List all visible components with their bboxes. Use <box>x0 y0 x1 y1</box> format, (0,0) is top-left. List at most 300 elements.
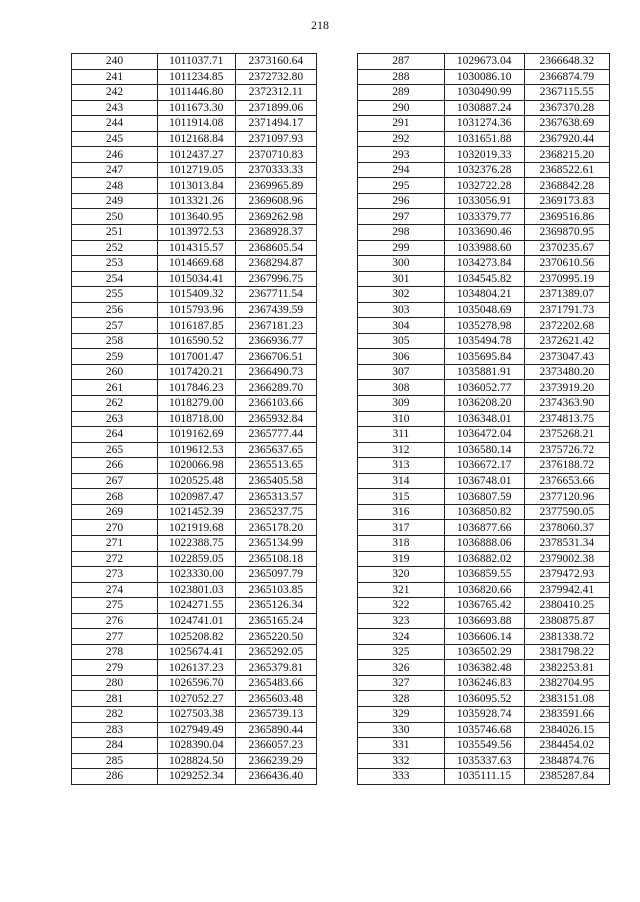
y-coordinate-cell: 2365126.34 <box>235 598 316 614</box>
table-row <box>358 69 610 85</box>
y-coordinate-cell: 2365637.65 <box>235 442 316 458</box>
y-coordinate-cell: 2366103.66 <box>235 396 316 412</box>
x-coordinate-cell: 1027949.49 <box>157 722 235 738</box>
point-number-cell: 241 <box>72 69 158 85</box>
point-number-cell: 244 <box>72 116 158 132</box>
table-row <box>358 644 610 660</box>
y-coordinate-cell: 2382704.95 <box>524 675 609 691</box>
y-coordinate-cell: 2372732.80 <box>235 69 316 85</box>
point-number-cell: 300 <box>358 256 445 272</box>
x-coordinate-cell: 1012437.27 <box>157 147 235 163</box>
table-row <box>72 302 317 318</box>
point-number-cell: 317 <box>358 520 445 536</box>
x-coordinate-cell: 1036580.14 <box>444 442 524 458</box>
table-row <box>72 271 317 287</box>
x-coordinate-cell: 1025674.41 <box>157 644 235 660</box>
point-number-cell: 262 <box>72 396 158 412</box>
y-coordinate-cell: 2368294.87 <box>235 256 316 272</box>
point-number-cell: 271 <box>72 535 158 551</box>
x-coordinate-cell: 1035549.56 <box>444 738 524 754</box>
y-coordinate-cell: 2368605.54 <box>235 240 316 256</box>
table-row <box>358 131 610 147</box>
x-coordinate-cell: 1017001.47 <box>157 349 235 365</box>
y-coordinate-cell: 2373047.43 <box>524 349 609 365</box>
y-coordinate-cell: 2365777.44 <box>235 427 316 443</box>
y-coordinate-cell: 2365932.84 <box>235 411 316 427</box>
coordinates-table-right-body <box>358 54 610 785</box>
point-number-cell: 257 <box>72 318 158 334</box>
y-coordinate-cell: 2378531.34 <box>524 535 609 551</box>
x-coordinate-cell: 1036693.88 <box>444 613 524 629</box>
point-number-cell: 245 <box>72 131 158 147</box>
x-coordinate-cell: 1036472.04 <box>444 427 524 443</box>
x-coordinate-cell: 1020987.47 <box>157 489 235 505</box>
point-number-cell: 318 <box>358 535 445 551</box>
table-row <box>72 691 317 707</box>
table-row <box>358 613 610 629</box>
table-row <box>358 380 610 396</box>
y-coordinate-cell: 2365134.99 <box>235 535 316 551</box>
y-coordinate-cell: 2383591.66 <box>524 706 609 722</box>
x-coordinate-cell: 1036606.14 <box>444 629 524 645</box>
y-coordinate-cell: 2372312.11 <box>235 85 316 101</box>
table-row <box>72 318 317 334</box>
point-number-cell: 320 <box>358 567 445 583</box>
point-number-cell: 311 <box>358 427 445 443</box>
point-number-cell: 266 <box>72 458 158 474</box>
table-row <box>358 256 610 272</box>
y-coordinate-cell: 2366239.29 <box>235 753 316 769</box>
y-coordinate-cell: 2380875.87 <box>524 613 609 629</box>
point-number-cell: 285 <box>72 753 158 769</box>
y-coordinate-cell: 2374363.90 <box>524 396 609 412</box>
point-number-cell: 242 <box>72 85 158 101</box>
x-coordinate-cell: 1011446.80 <box>157 85 235 101</box>
x-coordinate-cell: 1036052.77 <box>444 380 524 396</box>
x-coordinate-cell: 1013972.53 <box>157 225 235 241</box>
x-coordinate-cell: 1027052.27 <box>157 691 235 707</box>
table-row <box>358 489 610 505</box>
table-row <box>72 629 317 645</box>
x-coordinate-cell: 1032019.33 <box>444 147 524 163</box>
point-number-cell: 313 <box>358 458 445 474</box>
table-row <box>358 302 610 318</box>
point-number-cell: 298 <box>358 225 445 241</box>
table-row <box>358 349 610 365</box>
x-coordinate-cell: 1035111.15 <box>444 769 524 785</box>
y-coordinate-cell: 2367115.55 <box>524 85 609 101</box>
table-row <box>72 660 317 676</box>
y-coordinate-cell: 2370235.67 <box>524 240 609 256</box>
y-coordinate-cell: 2367638.69 <box>524 116 609 132</box>
y-coordinate-cell: 2365313.57 <box>235 489 316 505</box>
x-coordinate-cell: 1011037.71 <box>157 54 235 70</box>
x-coordinate-cell: 1036882.02 <box>444 551 524 567</box>
table-row <box>358 504 610 520</box>
table-row <box>72 598 317 614</box>
table-row <box>358 396 610 412</box>
point-number-cell: 278 <box>72 644 158 660</box>
table-row <box>72 162 317 178</box>
point-number-cell: 296 <box>358 193 445 209</box>
point-number-cell: 329 <box>358 706 445 722</box>
table-row <box>72 85 317 101</box>
y-coordinate-cell: 2383151.08 <box>524 691 609 707</box>
point-number-cell: 243 <box>72 100 158 116</box>
point-number-cell: 249 <box>72 193 158 209</box>
x-coordinate-cell: 1024741.01 <box>157 613 235 629</box>
x-coordinate-cell: 1034804.21 <box>444 287 524 303</box>
point-number-cell: 330 <box>358 722 445 738</box>
point-number-cell: 273 <box>72 567 158 583</box>
table-row <box>72 458 317 474</box>
y-coordinate-cell: 2365483.66 <box>235 675 316 691</box>
table-row <box>72 644 317 660</box>
point-number-cell: 325 <box>358 644 445 660</box>
x-coordinate-cell: 1036888.06 <box>444 535 524 551</box>
y-coordinate-cell: 2371791.73 <box>524 302 609 318</box>
x-coordinate-cell: 1021919.68 <box>157 520 235 536</box>
table-row <box>72 769 317 785</box>
x-coordinate-cell: 1023801.03 <box>157 582 235 598</box>
table-row <box>358 535 610 551</box>
x-coordinate-cell: 1036208.20 <box>444 396 524 412</box>
table-row <box>72 551 317 567</box>
table-row <box>358 753 610 769</box>
point-number-cell: 307 <box>358 364 445 380</box>
y-coordinate-cell: 2376188.72 <box>524 458 609 474</box>
point-number-cell: 267 <box>72 473 158 489</box>
point-number-cell: 274 <box>72 582 158 598</box>
y-coordinate-cell: 2381338.72 <box>524 629 609 645</box>
x-coordinate-cell: 1035494.78 <box>444 333 524 349</box>
point-number-cell: 297 <box>358 209 445 225</box>
point-number-cell: 332 <box>358 753 445 769</box>
table-row <box>358 100 610 116</box>
table-row <box>358 675 610 691</box>
y-coordinate-cell: 2382253.81 <box>524 660 609 676</box>
y-coordinate-cell: 2365739.13 <box>235 706 316 722</box>
y-coordinate-cell: 2367996.75 <box>235 271 316 287</box>
point-number-cell: 308 <box>358 380 445 396</box>
y-coordinate-cell: 2365379.81 <box>235 660 316 676</box>
x-coordinate-cell: 1013013.84 <box>157 178 235 194</box>
point-number-cell: 269 <box>72 504 158 520</box>
y-coordinate-cell: 2365165.24 <box>235 613 316 629</box>
point-number-cell: 333 <box>358 769 445 785</box>
table-row <box>72 396 317 412</box>
x-coordinate-cell: 1031651.88 <box>444 131 524 147</box>
y-coordinate-cell: 2373160.64 <box>235 54 316 70</box>
y-coordinate-cell: 2369516.86 <box>524 209 609 225</box>
point-number-cell: 324 <box>358 629 445 645</box>
x-coordinate-cell: 1035337.63 <box>444 753 524 769</box>
point-number-cell: 255 <box>72 287 158 303</box>
table-row <box>358 691 610 707</box>
point-number-cell: 283 <box>72 722 158 738</box>
point-number-cell: 294 <box>358 162 445 178</box>
x-coordinate-cell: 1033690.46 <box>444 225 524 241</box>
x-coordinate-cell: 1032376.28 <box>444 162 524 178</box>
y-coordinate-cell: 2377590.05 <box>524 504 609 520</box>
y-coordinate-cell: 2369262.98 <box>235 209 316 225</box>
table-row <box>72 209 317 225</box>
point-number-cell: 251 <box>72 225 158 241</box>
x-coordinate-cell: 1031274.36 <box>444 116 524 132</box>
coordinates-table-left <box>71 53 317 785</box>
y-coordinate-cell: 2384874.76 <box>524 753 609 769</box>
table-row <box>72 147 317 163</box>
point-number-cell: 288 <box>358 69 445 85</box>
x-coordinate-cell: 1028390.04 <box>157 738 235 754</box>
table-row <box>358 85 610 101</box>
table-row <box>358 318 610 334</box>
y-coordinate-cell: 2385287.84 <box>524 769 609 785</box>
point-number-cell: 272 <box>72 551 158 567</box>
point-number-cell: 289 <box>358 85 445 101</box>
x-coordinate-cell: 1028824.50 <box>157 753 235 769</box>
x-coordinate-cell: 1036672.17 <box>444 458 524 474</box>
table-row <box>72 675 317 691</box>
table-row <box>72 131 317 147</box>
table-row <box>72 567 317 583</box>
point-number-cell: 319 <box>358 551 445 567</box>
x-coordinate-cell: 1030490.99 <box>444 85 524 101</box>
x-coordinate-cell: 1021452.39 <box>157 504 235 520</box>
x-coordinate-cell: 1033379.77 <box>444 209 524 225</box>
point-number-cell: 328 <box>358 691 445 707</box>
y-coordinate-cell: 2367920.44 <box>524 131 609 147</box>
y-coordinate-cell: 2365178.20 <box>235 520 316 536</box>
y-coordinate-cell: 2365603.48 <box>235 691 316 707</box>
point-number-cell: 279 <box>72 660 158 676</box>
x-coordinate-cell: 1025208.82 <box>157 629 235 645</box>
y-coordinate-cell: 2371097.93 <box>235 131 316 147</box>
table-row <box>72 738 317 754</box>
y-coordinate-cell: 2365103.85 <box>235 582 316 598</box>
table-row <box>358 411 610 427</box>
x-coordinate-cell: 1017420.21 <box>157 364 235 380</box>
x-coordinate-cell: 1013321.26 <box>157 193 235 209</box>
y-coordinate-cell: 2366289.70 <box>235 380 316 396</box>
point-number-cell: 277 <box>72 629 158 645</box>
y-coordinate-cell: 2373919.20 <box>524 380 609 396</box>
x-coordinate-cell: 1034273.84 <box>444 256 524 272</box>
table-row <box>72 69 317 85</box>
x-coordinate-cell: 1016590.52 <box>157 333 235 349</box>
x-coordinate-cell: 1036246.83 <box>444 675 524 691</box>
point-number-cell: 256 <box>72 302 158 318</box>
y-coordinate-cell: 2367181.23 <box>235 318 316 334</box>
y-coordinate-cell: 2365405.58 <box>235 473 316 489</box>
x-coordinate-cell: 1036820.66 <box>444 582 524 598</box>
point-number-cell: 290 <box>358 100 445 116</box>
table-row <box>72 116 317 132</box>
coordinates-table-left-body <box>72 54 317 785</box>
x-coordinate-cell: 1026596.70 <box>157 675 235 691</box>
point-number-cell: 240 <box>72 54 158 70</box>
table-row <box>72 54 317 70</box>
table-row <box>358 333 610 349</box>
table-row <box>358 240 610 256</box>
table-row <box>72 706 317 722</box>
table-row <box>358 427 610 443</box>
x-coordinate-cell: 1033988.60 <box>444 240 524 256</box>
table-row <box>358 551 610 567</box>
y-coordinate-cell: 2369870.95 <box>524 225 609 241</box>
point-number-cell: 264 <box>72 427 158 443</box>
table-row <box>72 225 317 241</box>
y-coordinate-cell: 2365890.44 <box>235 722 316 738</box>
point-number-cell: 304 <box>358 318 445 334</box>
y-coordinate-cell: 2371389.07 <box>524 287 609 303</box>
y-coordinate-cell: 2366936.77 <box>235 333 316 349</box>
table-row <box>358 706 610 722</box>
x-coordinate-cell: 1035881.91 <box>444 364 524 380</box>
x-coordinate-cell: 1014669.68 <box>157 256 235 272</box>
point-number-cell: 293 <box>358 147 445 163</box>
x-coordinate-cell: 1036348.01 <box>444 411 524 427</box>
table-row <box>358 458 610 474</box>
y-coordinate-cell: 2367439.59 <box>235 302 316 318</box>
y-coordinate-cell: 2384026.15 <box>524 722 609 738</box>
point-number-cell: 292 <box>358 131 445 147</box>
point-number-cell: 261 <box>72 380 158 396</box>
point-number-cell: 248 <box>72 178 158 194</box>
y-coordinate-cell: 2369173.83 <box>524 193 609 209</box>
y-coordinate-cell: 2375726.72 <box>524 442 609 458</box>
table-row <box>358 116 610 132</box>
y-coordinate-cell: 2370710.83 <box>235 147 316 163</box>
y-coordinate-cell: 2370610.56 <box>524 256 609 272</box>
x-coordinate-cell: 1030086.10 <box>444 69 524 85</box>
point-number-cell: 302 <box>358 287 445 303</box>
x-coordinate-cell: 1032722.28 <box>444 178 524 194</box>
table-row <box>72 287 317 303</box>
point-number-cell: 253 <box>72 256 158 272</box>
table-row <box>358 442 610 458</box>
y-coordinate-cell: 2370333.33 <box>235 162 316 178</box>
y-coordinate-cell: 2366057.23 <box>235 738 316 754</box>
coordinates-table-right <box>357 53 610 785</box>
y-coordinate-cell: 2372202.68 <box>524 318 609 334</box>
table-row <box>72 333 317 349</box>
y-coordinate-cell: 2372621.42 <box>524 333 609 349</box>
x-coordinate-cell: 1036748.01 <box>444 473 524 489</box>
x-coordinate-cell: 1036859.55 <box>444 567 524 583</box>
x-coordinate-cell: 1011914.08 <box>157 116 235 132</box>
x-coordinate-cell: 1035278.98 <box>444 318 524 334</box>
point-number-cell: 268 <box>72 489 158 505</box>
table-row <box>358 178 610 194</box>
y-coordinate-cell: 2366490.73 <box>235 364 316 380</box>
point-number-cell: 258 <box>72 333 158 349</box>
y-coordinate-cell: 2369608.96 <box>235 193 316 209</box>
x-coordinate-cell: 1036502.29 <box>444 644 524 660</box>
x-coordinate-cell: 1027503.38 <box>157 706 235 722</box>
x-coordinate-cell: 1023330.00 <box>157 567 235 583</box>
x-coordinate-cell: 1012719.05 <box>157 162 235 178</box>
table-row <box>72 427 317 443</box>
x-coordinate-cell: 1012168.84 <box>157 131 235 147</box>
table-row <box>358 271 610 287</box>
x-coordinate-cell: 1020066.98 <box>157 458 235 474</box>
table-row <box>358 162 610 178</box>
table-row <box>72 473 317 489</box>
y-coordinate-cell: 2370995.19 <box>524 271 609 287</box>
point-number-cell: 270 <box>72 520 158 536</box>
y-coordinate-cell: 2368928.37 <box>235 225 316 241</box>
table-row <box>358 473 610 489</box>
x-coordinate-cell: 1011234.85 <box>157 69 235 85</box>
point-number-cell: 252 <box>72 240 158 256</box>
point-number-cell: 291 <box>358 116 445 132</box>
x-coordinate-cell: 1020525.48 <box>157 473 235 489</box>
point-number-cell: 316 <box>358 504 445 520</box>
point-number-cell: 275 <box>72 598 158 614</box>
x-coordinate-cell: 1015409.32 <box>157 287 235 303</box>
point-number-cell: 327 <box>358 675 445 691</box>
table-row <box>358 598 610 614</box>
y-coordinate-cell: 2368215.20 <box>524 147 609 163</box>
point-number-cell: 309 <box>358 396 445 412</box>
table-row <box>72 722 317 738</box>
x-coordinate-cell: 1018279.00 <box>157 396 235 412</box>
table-row <box>72 256 317 272</box>
table-row <box>72 504 317 520</box>
point-number-cell: 314 <box>358 473 445 489</box>
point-number-cell: 250 <box>72 209 158 225</box>
point-number-cell: 263 <box>72 411 158 427</box>
point-number-cell: 286 <box>72 769 158 785</box>
point-number-cell: 259 <box>72 349 158 365</box>
y-coordinate-cell: 2365097.79 <box>235 567 316 583</box>
page-number: 218 <box>311 18 329 32</box>
y-coordinate-cell: 2381798.22 <box>524 644 609 660</box>
y-coordinate-cell: 2366648.32 <box>524 54 609 70</box>
point-number-cell: 254 <box>72 271 158 287</box>
x-coordinate-cell: 1014315.57 <box>157 240 235 256</box>
point-number-cell: 303 <box>358 302 445 318</box>
y-coordinate-cell: 2365108.18 <box>235 551 316 567</box>
x-coordinate-cell: 1013640.95 <box>157 209 235 225</box>
x-coordinate-cell: 1029673.04 <box>444 54 524 70</box>
y-coordinate-cell: 2379942.41 <box>524 582 609 598</box>
y-coordinate-cell: 2371494.17 <box>235 116 316 132</box>
x-coordinate-cell: 1019612.53 <box>157 442 235 458</box>
y-coordinate-cell: 2365513.65 <box>235 458 316 474</box>
x-coordinate-cell: 1011673.30 <box>157 100 235 116</box>
x-coordinate-cell: 1026137.23 <box>157 660 235 676</box>
x-coordinate-cell: 1036765.42 <box>444 598 524 614</box>
x-coordinate-cell: 1036877.66 <box>444 520 524 536</box>
table-row <box>358 209 610 225</box>
y-coordinate-cell: 2371899.06 <box>235 100 316 116</box>
y-coordinate-cell: 2365220.50 <box>235 629 316 645</box>
y-coordinate-cell: 2379472.93 <box>524 567 609 583</box>
x-coordinate-cell: 1022388.75 <box>157 535 235 551</box>
table-row <box>358 769 610 785</box>
table-row <box>358 520 610 536</box>
x-coordinate-cell: 1034545.82 <box>444 271 524 287</box>
table-row <box>72 411 317 427</box>
table-row <box>72 535 317 551</box>
table-row <box>358 54 610 70</box>
y-coordinate-cell: 2366436.40 <box>235 769 316 785</box>
y-coordinate-cell: 2365237.75 <box>235 504 316 520</box>
point-number-cell: 326 <box>358 660 445 676</box>
table-row <box>358 722 610 738</box>
